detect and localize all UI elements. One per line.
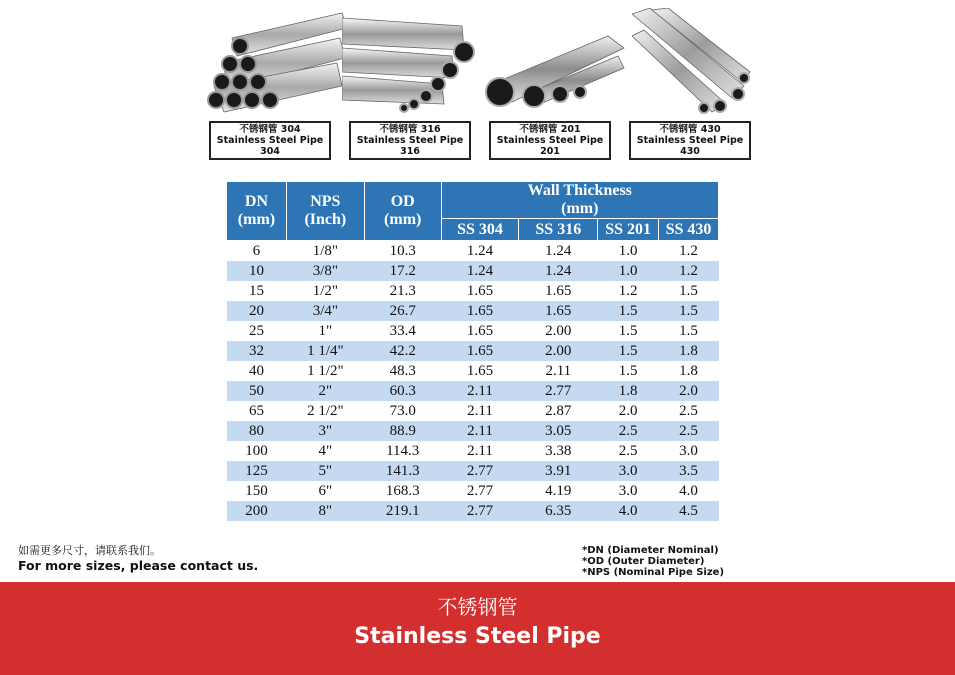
cell-ss430: 3.5 xyxy=(659,461,719,481)
cell-ss316: 2.00 xyxy=(519,321,598,341)
cell-od: 10.3 xyxy=(364,241,441,262)
cell-dn: 65 xyxy=(227,401,287,421)
cell-ss316: 3.05 xyxy=(519,421,598,441)
product-label-en: Stainless Steel Pipe xyxy=(496,135,604,146)
cell-nps: 3" xyxy=(286,421,364,441)
footer-title-cn: 不锈钢管 xyxy=(437,595,518,619)
cell-ss304: 2.11 xyxy=(441,381,519,401)
cell-dn: 125 xyxy=(227,461,287,481)
cell-nps: 1 1/4" xyxy=(286,341,364,361)
cell-ss430: 1.8 xyxy=(659,341,719,361)
cell-dn: 32 xyxy=(227,341,287,361)
cell-ss201: 1.8 xyxy=(598,381,659,401)
cell-ss201: 3.0 xyxy=(598,481,659,501)
cell-nps: 2 1/2" xyxy=(286,401,364,421)
cell-ss316: 6.35 xyxy=(519,501,598,521)
header-ss430: SS 430 xyxy=(659,219,719,241)
cell-ss430: 1.5 xyxy=(659,301,719,321)
table-row xyxy=(227,501,719,521)
table-row xyxy=(227,341,719,361)
header-nps-label: NPS xyxy=(310,193,341,210)
product-card-201 xyxy=(478,28,626,112)
product-card-430 xyxy=(632,8,780,118)
product-label-grade: 201 xyxy=(540,146,560,157)
cell-nps: 2" xyxy=(286,381,364,401)
table-row xyxy=(227,321,719,341)
product-label-grade: 316 xyxy=(400,146,420,157)
note-od: *OD (Outer Diameter) xyxy=(582,556,705,567)
cell-ss304: 1.65 xyxy=(441,281,519,301)
table-row xyxy=(227,261,719,281)
cell-ss304: 1.65 xyxy=(441,301,519,321)
product-label-430 xyxy=(629,121,751,160)
cell-ss430: 2.0 xyxy=(659,381,719,401)
contact-note-cn: 如需更多尺寸，请联系我们。 xyxy=(18,544,161,557)
cell-ss430: 1.2 xyxy=(659,241,719,262)
product-label-304 xyxy=(209,121,331,160)
steel-pipe-row-icon xyxy=(478,28,626,112)
header-ss304: SS 304 xyxy=(441,219,519,241)
product-label-201 xyxy=(489,121,611,160)
product-card-304 xyxy=(202,8,350,118)
cell-ss201: 1.2 xyxy=(598,281,659,301)
product-label-en: Stainless Steel Pipe xyxy=(636,135,744,146)
cell-ss304: 2.11 xyxy=(441,401,519,421)
product-label-cn: 不锈钢管 430 xyxy=(659,124,721,135)
cell-ss316: 1.24 xyxy=(519,241,598,262)
cell-nps: 4" xyxy=(286,441,364,461)
cell-ss430: 1.5 xyxy=(659,281,719,301)
cell-ss430: 2.5 xyxy=(659,401,719,421)
cell-od: 73.0 xyxy=(364,401,441,421)
cell-ss304: 1.24 xyxy=(441,261,519,281)
product-label-grade: 430 xyxy=(680,146,700,157)
header-dn xyxy=(227,182,287,241)
cell-dn: 80 xyxy=(227,421,287,441)
contact-note-en: For more sizes, please contact us. xyxy=(18,558,259,573)
cell-od: 141.3 xyxy=(364,461,441,481)
cell-dn: 50 xyxy=(227,381,287,401)
cell-ss304: 1.24 xyxy=(441,241,519,262)
cell-ss316: 2.00 xyxy=(519,341,598,361)
product-label-316 xyxy=(349,121,471,160)
cell-nps: 1/2" xyxy=(286,281,364,301)
cell-dn: 6 xyxy=(227,241,287,262)
cell-od: 88.9 xyxy=(364,421,441,441)
table-row xyxy=(227,361,719,381)
cell-ss304: 2.11 xyxy=(441,421,519,441)
table-row xyxy=(227,461,719,481)
cell-ss201: 2.0 xyxy=(598,401,659,421)
cell-dn: 150 xyxy=(227,481,287,501)
header-dn-unit: (mm) xyxy=(237,211,276,228)
header-od xyxy=(364,182,441,241)
cell-ss316: 1.65 xyxy=(519,281,598,301)
cell-od: 33.4 xyxy=(364,321,441,341)
cell-dn: 40 xyxy=(227,361,287,381)
header-nps xyxy=(286,182,364,241)
cell-ss201: 1.5 xyxy=(598,301,659,321)
cell-od: 114.3 xyxy=(364,441,441,461)
header-wall-label: Wall Thickness xyxy=(527,182,632,199)
cell-dn: 25 xyxy=(227,321,287,341)
cell-ss430: 4.5 xyxy=(659,501,719,521)
cell-nps: 1" xyxy=(286,321,364,341)
cell-od: 219.1 xyxy=(364,501,441,521)
cell-ss304: 2.77 xyxy=(441,461,519,481)
cell-ss316: 3.91 xyxy=(519,461,598,481)
cell-ss430: 3.0 xyxy=(659,441,719,461)
cell-ss304: 1.65 xyxy=(441,361,519,381)
header-od-unit: (mm) xyxy=(384,211,422,228)
cell-ss304: 1.65 xyxy=(441,321,519,341)
cell-ss201: 1.5 xyxy=(598,341,659,361)
header-wall-unit: (mm) xyxy=(561,200,599,217)
cell-dn: 10 xyxy=(227,261,287,281)
cell-od: 48.3 xyxy=(364,361,441,381)
pipe-spec-table-body xyxy=(227,241,719,522)
product-label-en: Stainless Steel Pipe xyxy=(216,135,324,146)
contact-note xyxy=(18,544,258,574)
product-gallery xyxy=(0,0,955,172)
cell-ss304: 2.77 xyxy=(441,501,519,521)
cell-nps: 3/8" xyxy=(286,261,364,281)
cell-nps: 6" xyxy=(286,481,364,501)
pipe-spec-table xyxy=(226,181,719,521)
header-wall-thickness xyxy=(441,182,718,219)
cell-ss316: 2.77 xyxy=(519,381,598,401)
cell-od: 17.2 xyxy=(364,261,441,281)
cell-ss316: 3.38 xyxy=(519,441,598,461)
cell-ss430: 1.8 xyxy=(659,361,719,381)
cell-ss304: 1.65 xyxy=(441,341,519,361)
note-dn: *DN (Diameter Nominal) xyxy=(582,545,719,556)
cell-ss316: 1.65 xyxy=(519,301,598,321)
cell-ss430: 2.5 xyxy=(659,421,719,441)
cell-nps: 1 1/2" xyxy=(286,361,364,381)
cell-ss316: 1.24 xyxy=(519,261,598,281)
table-row xyxy=(227,301,719,321)
cell-od: 26.7 xyxy=(364,301,441,321)
cell-od: 42.2 xyxy=(364,341,441,361)
cell-ss304: 2.77 xyxy=(441,481,519,501)
cell-od: 168.3 xyxy=(364,481,441,501)
product-label-cn: 不锈钢管 201 xyxy=(519,124,581,135)
table-row xyxy=(227,441,719,461)
abbreviation-notes xyxy=(582,545,724,578)
cell-od: 60.3 xyxy=(364,381,441,401)
cell-nps: 1/8" xyxy=(286,241,364,262)
cell-ss316: 2.87 xyxy=(519,401,598,421)
cell-ss201: 2.5 xyxy=(598,441,659,461)
cell-ss201: 1.0 xyxy=(598,241,659,262)
product-label-en: Stainless Steel Pipe xyxy=(356,135,464,146)
note-nps: *NPS (Nominal Pipe Size) xyxy=(582,567,725,578)
cell-ss304: 2.11 xyxy=(441,441,519,461)
cell-ss430: 1.5 xyxy=(659,321,719,341)
cell-nps: 3/4" xyxy=(286,301,364,321)
header-od-label: OD xyxy=(390,193,415,210)
table-row xyxy=(227,281,719,301)
cell-nps: 8" xyxy=(286,501,364,521)
cell-nps: 5" xyxy=(286,461,364,481)
footer-title-en: Stainless Steel Pipe xyxy=(354,624,601,649)
cell-dn: 200 xyxy=(227,501,287,521)
table-row xyxy=(227,241,719,262)
product-card-316 xyxy=(342,8,490,118)
cell-ss201: 1.5 xyxy=(598,321,659,341)
footer-banner xyxy=(0,582,955,675)
header-dn-label: DN xyxy=(244,193,268,210)
cell-ss316: 4.19 xyxy=(519,481,598,501)
steel-pipe-bundle-icon xyxy=(202,8,350,118)
cell-ss201: 4.0 xyxy=(598,501,659,521)
cell-ss430: 4.0 xyxy=(659,481,719,501)
cell-dn: 20 xyxy=(227,301,287,321)
cell-dn: 15 xyxy=(227,281,287,301)
cell-ss430: 1.2 xyxy=(659,261,719,281)
steel-pipe-diagonal-icon xyxy=(632,8,752,118)
cell-od: 21.3 xyxy=(364,281,441,301)
table-row xyxy=(227,401,719,421)
table-row xyxy=(227,481,719,501)
product-label-cn: 不锈钢管 304 xyxy=(239,124,301,135)
table-row xyxy=(227,381,719,401)
cell-dn: 100 xyxy=(227,441,287,461)
header-ss316: SS 316 xyxy=(519,219,598,241)
header-nps-unit: (Inch) xyxy=(304,211,347,228)
product-label-cn: 不锈钢管 316 xyxy=(379,124,441,135)
cell-ss201: 3.0 xyxy=(598,461,659,481)
steel-pipe-stack-icon xyxy=(342,8,482,118)
cell-ss201: 2.5 xyxy=(598,421,659,441)
cell-ss201: 1.0 xyxy=(598,261,659,281)
cell-ss201: 1.5 xyxy=(598,361,659,381)
table-row xyxy=(227,421,719,441)
header-ss201: SS 201 xyxy=(598,219,659,241)
cell-ss316: 2.11 xyxy=(519,361,598,381)
product-label-grade: 304 xyxy=(260,146,280,157)
